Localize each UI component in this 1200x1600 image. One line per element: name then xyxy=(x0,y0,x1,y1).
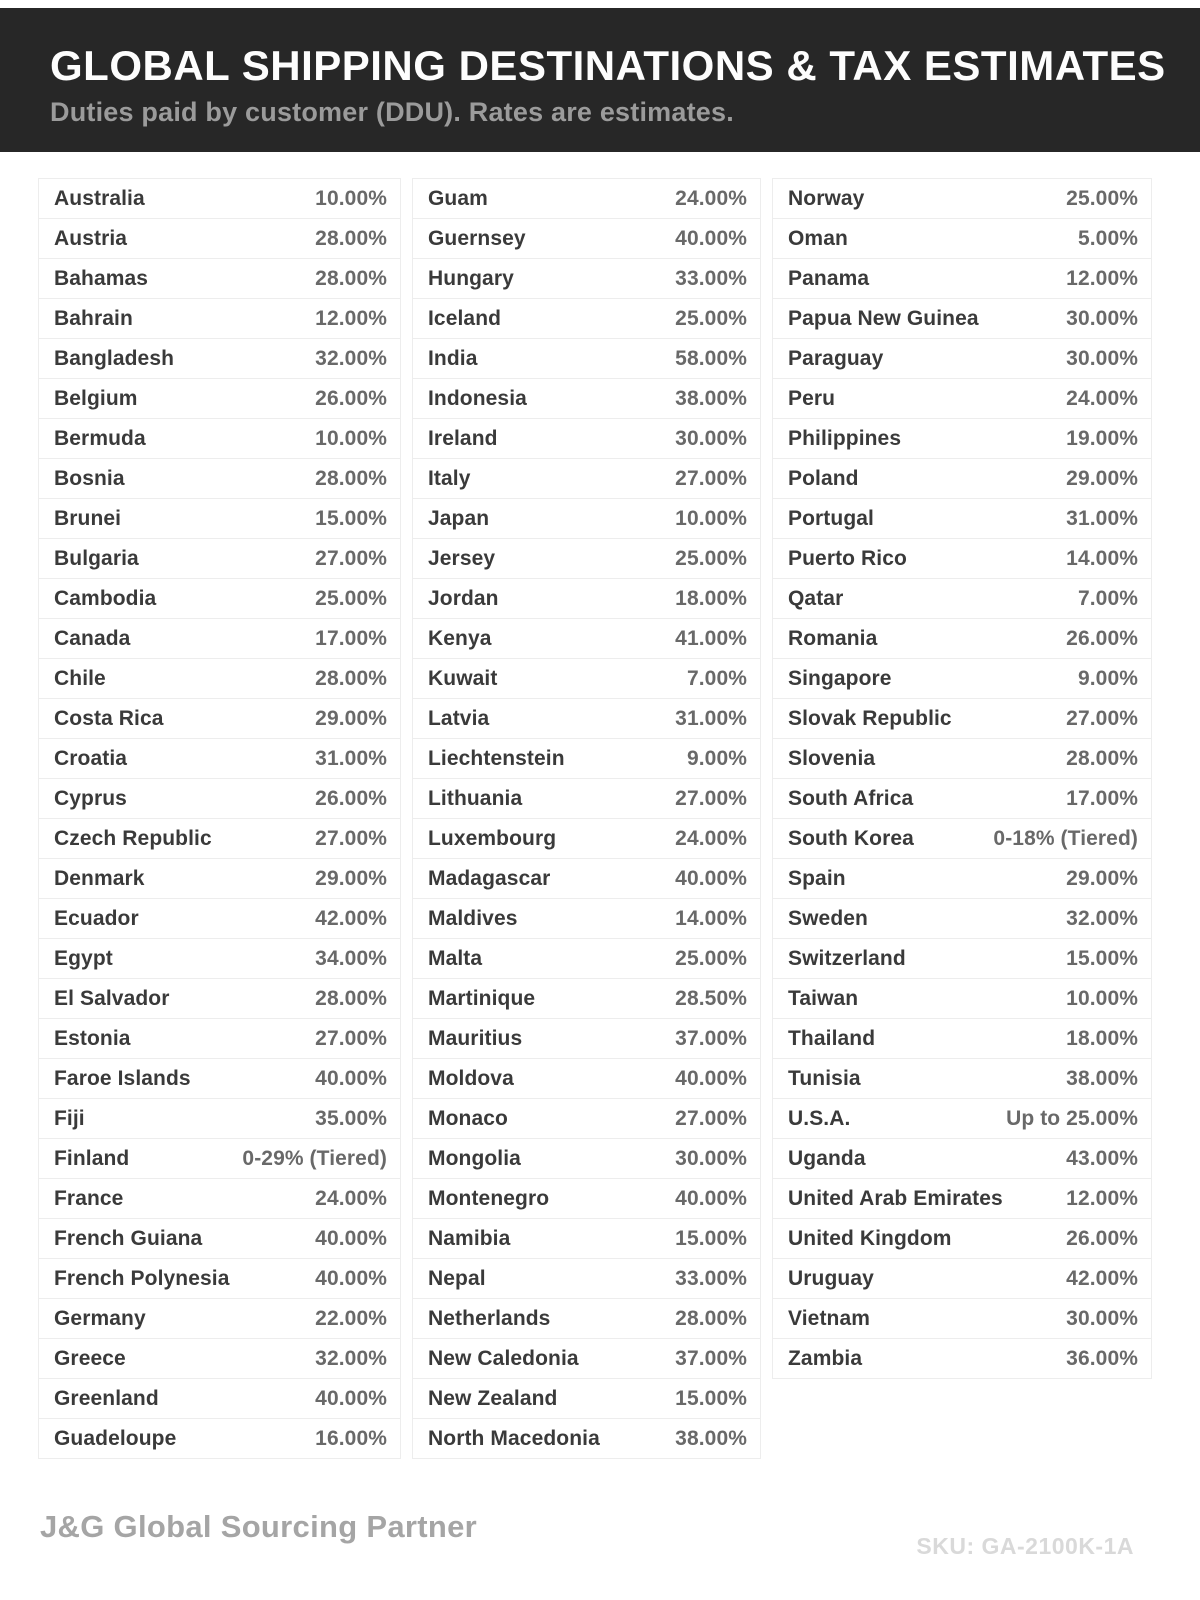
rate-value: 26.00% xyxy=(315,386,387,410)
rate-value: 30.00% xyxy=(675,426,747,450)
table-row xyxy=(413,179,760,219)
table-row xyxy=(413,1419,760,1459)
rate-value: 33.00% xyxy=(675,1266,747,1290)
table-row xyxy=(413,1099,760,1139)
table-row xyxy=(773,1339,1151,1379)
country-label: Latvia xyxy=(428,706,490,730)
table-row xyxy=(773,259,1151,299)
rate-value: 38.00% xyxy=(675,1426,747,1450)
country-label: Slovenia xyxy=(788,746,876,770)
rate-value: 10.00% xyxy=(315,186,387,210)
rate-value: 16.00% xyxy=(315,1426,387,1450)
rate-value: 40.00% xyxy=(675,226,747,250)
rate-value: 15.00% xyxy=(675,1386,747,1410)
country-label: Hungary xyxy=(428,266,514,290)
country-label: Thailand xyxy=(788,1026,876,1050)
country-label: El Salvador xyxy=(54,986,170,1010)
table-row xyxy=(773,899,1151,939)
country-label: Norway xyxy=(788,186,865,210)
table-row xyxy=(413,499,760,539)
table-row xyxy=(773,419,1151,459)
country-label: Cyprus xyxy=(54,786,127,810)
table-row xyxy=(39,1219,400,1259)
country-label: Bahrain xyxy=(54,306,133,330)
country-label: North Macedonia xyxy=(428,1426,600,1450)
rate-value: 15.00% xyxy=(1066,946,1138,970)
country-label: Bosnia xyxy=(54,466,125,490)
table-row xyxy=(39,819,400,859)
table-row xyxy=(773,739,1151,779)
table-row xyxy=(773,339,1151,379)
country-label: Japan xyxy=(428,506,490,530)
table-row xyxy=(773,779,1151,819)
table-row xyxy=(39,1299,400,1339)
table-row xyxy=(773,379,1151,419)
country-label: Indonesia xyxy=(428,386,527,410)
country-label: Canada xyxy=(54,626,131,650)
rate-value: 42.00% xyxy=(315,906,387,930)
rate-value: 28.00% xyxy=(315,466,387,490)
country-label: Croatia xyxy=(54,746,128,770)
table-row xyxy=(413,979,760,1019)
table-row xyxy=(773,1219,1151,1259)
table-row xyxy=(39,459,400,499)
rate-value: 40.00% xyxy=(315,1066,387,1090)
rate-value: 25.00% xyxy=(1066,186,1138,210)
rate-value: 27.00% xyxy=(315,546,387,570)
rate-value: 14.00% xyxy=(1066,546,1138,570)
rate-value: 40.00% xyxy=(675,866,747,890)
table-row xyxy=(39,659,400,699)
rate-value: 24.00% xyxy=(675,826,747,850)
table-row xyxy=(39,1419,400,1459)
rate-value: 38.00% xyxy=(1066,1066,1138,1090)
country-label: Moldova xyxy=(428,1066,514,1090)
rate-value: 25.00% xyxy=(675,306,747,330)
brand-label: J&G Global Sourcing Partner xyxy=(40,1509,478,1544)
country-label: Guadeloupe xyxy=(54,1426,177,1450)
country-label: Lithuania xyxy=(428,786,523,810)
rate-value: 27.00% xyxy=(675,466,747,490)
country-label: South Africa xyxy=(788,786,914,810)
rate-value: 40.00% xyxy=(315,1266,387,1290)
rate-value: 32.00% xyxy=(315,1346,387,1370)
table-row xyxy=(413,859,760,899)
table-row xyxy=(413,739,760,779)
rate-value: 34.00% xyxy=(315,946,387,970)
table-row xyxy=(413,1259,760,1299)
table-row xyxy=(773,179,1151,219)
rate-value: 18.00% xyxy=(1066,1026,1138,1050)
rate-value: 24.00% xyxy=(315,1186,387,1210)
rate-value: 27.00% xyxy=(1066,706,1138,730)
sku-label: SKU: GA-2100K-1A xyxy=(916,1533,1134,1559)
table-row xyxy=(39,739,400,779)
rate-value: 38.00% xyxy=(675,386,747,410)
rate-value: 12.00% xyxy=(315,306,387,330)
rate-value: 29.00% xyxy=(315,866,387,890)
table-row xyxy=(39,779,400,819)
table-row xyxy=(773,1099,1151,1139)
table-row xyxy=(39,899,400,939)
rate-value: 15.00% xyxy=(315,506,387,530)
rate-value: 28.50% xyxy=(675,986,747,1010)
country-label: Chile xyxy=(54,666,106,690)
table-row xyxy=(413,899,760,939)
table-row xyxy=(773,459,1151,499)
rate-value: 18.00% xyxy=(675,586,747,610)
rate-value: 28.00% xyxy=(1066,746,1138,770)
country-label: Martinique xyxy=(428,986,536,1010)
country-label: Germany xyxy=(54,1306,146,1330)
country-label: Qatar xyxy=(788,586,844,610)
country-label: Mauritius xyxy=(428,1026,523,1050)
country-label: Cambodia xyxy=(54,586,157,610)
rate-value: 10.00% xyxy=(675,506,747,530)
table-row xyxy=(413,539,760,579)
country-label: Nepal xyxy=(428,1266,486,1290)
country-label: Montenegro xyxy=(428,1186,550,1210)
rate-value: 40.00% xyxy=(675,1186,747,1210)
rate-value: 9.00% xyxy=(1077,666,1138,690)
table-row xyxy=(773,539,1151,579)
table-row xyxy=(39,619,400,659)
table-row xyxy=(39,379,400,419)
rate-value: 43.00% xyxy=(1066,1146,1138,1170)
country-label: Madagascar xyxy=(428,866,551,890)
table-row xyxy=(413,819,760,859)
rate-value: 19.00% xyxy=(1066,426,1138,450)
country-label: Jersey xyxy=(428,546,496,570)
table-row xyxy=(413,419,760,459)
rate-value: 27.00% xyxy=(675,1106,747,1130)
country-label: French Polynesia xyxy=(54,1266,230,1290)
rate-value: 41.00% xyxy=(675,626,747,650)
rate-value: 12.00% xyxy=(1066,1186,1138,1210)
country-label: Kenya xyxy=(428,626,492,650)
country-label: Namibia xyxy=(428,1226,511,1250)
country-label: Fiji xyxy=(54,1106,85,1130)
table-row xyxy=(413,699,760,739)
rate-value: 30.00% xyxy=(1066,1306,1138,1330)
country-label: New Zealand xyxy=(428,1386,558,1410)
table-row xyxy=(773,1139,1151,1179)
table-row xyxy=(413,1299,760,1339)
table-row xyxy=(413,299,760,339)
table-row xyxy=(773,819,1151,859)
country-label: Bangladesh xyxy=(54,346,175,370)
table-column-2 xyxy=(412,178,761,1459)
rate-value: 40.00% xyxy=(315,1226,387,1250)
table-row xyxy=(39,219,400,259)
country-label: Vietnam xyxy=(788,1306,871,1330)
country-label: Greenland xyxy=(54,1386,159,1410)
country-label: Poland xyxy=(788,466,859,490)
country-label: Puerto Rico xyxy=(788,546,907,570)
table-row xyxy=(413,1219,760,1259)
rate-value: 28.00% xyxy=(675,1306,747,1330)
rate-value: 36.00% xyxy=(1066,1346,1138,1370)
table-row xyxy=(39,299,400,339)
rate-value: 31.00% xyxy=(1066,506,1138,530)
table-row xyxy=(39,939,400,979)
table-row xyxy=(773,1259,1151,1299)
table-row xyxy=(39,1059,400,1099)
table-row xyxy=(39,179,400,219)
page-title: GLOBAL SHIPPING DESTINATIONS & TAX ESTIMATES xyxy=(50,42,1166,89)
rate-value: 24.00% xyxy=(1066,386,1138,410)
rate-value: 30.00% xyxy=(1066,346,1138,370)
table-row xyxy=(413,659,760,699)
country-label: Taiwan xyxy=(788,986,859,1010)
rate-value: 30.00% xyxy=(1066,306,1138,330)
country-label: United Kingdom xyxy=(788,1226,952,1250)
table-row xyxy=(413,1139,760,1179)
table-row xyxy=(39,1139,400,1179)
table-row xyxy=(39,499,400,539)
country-label: Romania xyxy=(788,626,878,650)
country-label: Malta xyxy=(428,946,483,970)
table-row xyxy=(39,339,400,379)
rate-value: 25.00% xyxy=(675,946,747,970)
table-row xyxy=(39,699,400,739)
country-label: French Guiana xyxy=(54,1226,203,1250)
country-label: Belgium xyxy=(54,386,138,410)
country-label: Finland xyxy=(54,1146,130,1170)
rate-value: 5.00% xyxy=(1077,226,1138,250)
rate-value: 33.00% xyxy=(675,266,747,290)
country-label: Portugal xyxy=(788,506,874,530)
country-label: Sweden xyxy=(788,906,868,930)
country-label: Austria xyxy=(54,226,128,250)
table-row xyxy=(413,259,760,299)
country-label: Bulgaria xyxy=(54,546,139,570)
rate-value: 17.00% xyxy=(315,626,387,650)
country-label: U.S.A. xyxy=(788,1106,851,1130)
rate-value: 27.00% xyxy=(315,1026,387,1050)
rate-value: 7.00% xyxy=(1077,586,1138,610)
country-label: Singapore xyxy=(788,666,892,690)
rate-value: 40.00% xyxy=(315,1386,387,1410)
rate-value: 22.00% xyxy=(315,1306,387,1330)
country-label: Tunisia xyxy=(788,1066,861,1090)
table-row xyxy=(39,1179,400,1219)
rate-value: 26.00% xyxy=(1066,626,1138,650)
country-label: South Korea xyxy=(788,826,914,850)
rate-value: 32.00% xyxy=(1066,906,1138,930)
country-label: Peru xyxy=(788,386,836,410)
rate-value: 24.00% xyxy=(675,186,747,210)
rate-value: 7.00% xyxy=(686,666,747,690)
table-row xyxy=(773,1299,1151,1339)
country-label: Czech Republic xyxy=(54,826,212,850)
country-label: Panama xyxy=(788,266,870,290)
country-label: France xyxy=(54,1186,124,1210)
table-row xyxy=(413,339,760,379)
country-label: Denmark xyxy=(54,866,145,890)
country-label: Greece xyxy=(54,1346,126,1370)
table-row xyxy=(413,219,760,259)
rate-value: 17.00% xyxy=(1066,786,1138,810)
table-row xyxy=(413,579,760,619)
country-label: Mongolia xyxy=(428,1146,521,1170)
rate-value: 10.00% xyxy=(315,426,387,450)
rate-value: 14.00% xyxy=(675,906,747,930)
rate-value: 0-18% (Tiered) xyxy=(993,826,1138,850)
table-row xyxy=(773,1179,1151,1219)
rate-value: 28.00% xyxy=(315,226,387,250)
table-row xyxy=(413,779,760,819)
table-row xyxy=(39,579,400,619)
table-row xyxy=(773,619,1151,659)
rate-value: 0-29% (Tiered) xyxy=(242,1146,387,1170)
country-label: Jordan xyxy=(428,586,499,610)
country-label: Bahamas xyxy=(54,266,149,290)
country-label: New Caledonia xyxy=(428,1346,579,1370)
table-row xyxy=(773,979,1151,1019)
table-row xyxy=(773,299,1151,339)
rate-value: 35.00% xyxy=(315,1106,387,1130)
table-row xyxy=(413,1179,760,1219)
rate-value: 42.00% xyxy=(1066,1266,1138,1290)
rate-value: 10.00% xyxy=(1066,986,1138,1010)
rate-value: 28.00% xyxy=(315,986,387,1010)
rate-value: 9.00% xyxy=(686,746,747,770)
country-label: Uganda xyxy=(788,1146,866,1170)
country-label: Costa Rica xyxy=(54,706,164,730)
table-row xyxy=(773,659,1151,699)
table-row xyxy=(39,259,400,299)
country-label: Uruguay xyxy=(788,1266,874,1290)
rate-value: 26.00% xyxy=(315,786,387,810)
rate-value: 27.00% xyxy=(315,826,387,850)
country-label: Ireland xyxy=(428,426,498,450)
country-label: Bermuda xyxy=(54,426,146,450)
country-label: Kuwait xyxy=(428,666,498,690)
table-row xyxy=(39,1259,400,1299)
rate-value: 30.00% xyxy=(675,1146,747,1170)
rate-value: 28.00% xyxy=(315,666,387,690)
rate-value: 15.00% xyxy=(675,1226,747,1250)
rate-value: 26.00% xyxy=(1066,1226,1138,1250)
country-label: Italy xyxy=(428,466,471,490)
table-row xyxy=(773,699,1151,739)
table-row xyxy=(413,1019,760,1059)
table-row xyxy=(773,1059,1151,1099)
rate-value: 58.00% xyxy=(675,346,747,370)
table-row xyxy=(39,1099,400,1139)
rate-value: 28.00% xyxy=(315,266,387,290)
rate-value: 31.00% xyxy=(315,746,387,770)
rate-value: 32.00% xyxy=(315,346,387,370)
table-column-3 xyxy=(772,178,1152,1379)
table-row xyxy=(773,579,1151,619)
table-column-1 xyxy=(38,178,401,1459)
rate-value: Up to 25.00% xyxy=(1006,1106,1138,1130)
country-label: Philippines xyxy=(788,426,902,450)
country-label: Netherlands xyxy=(428,1306,551,1330)
table-row xyxy=(413,1379,760,1419)
rate-value: 12.00% xyxy=(1066,266,1138,290)
rate-value: 25.00% xyxy=(675,546,747,570)
country-label: Iceland xyxy=(428,306,502,330)
rates-table xyxy=(38,178,1152,1459)
country-label: United Arab Emirates xyxy=(788,1186,1003,1210)
rate-value: 37.00% xyxy=(675,1026,747,1050)
country-label: Zambia xyxy=(788,1346,863,1370)
country-label: Monaco xyxy=(428,1106,508,1130)
table-row xyxy=(773,499,1151,539)
rate-value: 29.00% xyxy=(315,706,387,730)
country-label: Brunei xyxy=(54,506,122,530)
table-row xyxy=(39,1339,400,1379)
rate-value: 27.00% xyxy=(675,786,747,810)
table-row xyxy=(773,859,1151,899)
country-label: Papua New Guinea xyxy=(788,306,979,330)
table-row xyxy=(773,939,1151,979)
header-banner xyxy=(0,8,1200,152)
country-label: Faroe Islands xyxy=(54,1066,191,1090)
rate-value: 29.00% xyxy=(1066,466,1138,490)
table-row xyxy=(773,219,1151,259)
table-row xyxy=(39,419,400,459)
table-row xyxy=(413,619,760,659)
table-row xyxy=(39,1379,400,1419)
table-row xyxy=(413,459,760,499)
country-label: Maldives xyxy=(428,906,518,930)
country-label: Ecuador xyxy=(54,906,139,930)
table-row xyxy=(413,1339,760,1379)
table-row xyxy=(413,939,760,979)
table-row xyxy=(413,1059,760,1099)
table-row xyxy=(39,1019,400,1059)
country-label: Spain xyxy=(788,866,846,890)
country-label: Paraguay xyxy=(788,346,884,370)
table-row xyxy=(39,539,400,579)
rate-value: 40.00% xyxy=(675,1066,747,1090)
rate-value: 37.00% xyxy=(675,1346,747,1370)
country-label: Luxembourg xyxy=(428,826,557,850)
country-label: Slovak Republic xyxy=(788,706,952,730)
table-row xyxy=(773,1019,1151,1059)
country-label: Switzerland xyxy=(788,946,906,970)
country-label: Oman xyxy=(788,226,848,250)
rate-value: 25.00% xyxy=(315,586,387,610)
country-label: Liechtenstein xyxy=(428,746,565,770)
country-label: Australia xyxy=(54,186,145,210)
table-row xyxy=(413,379,760,419)
rate-value: 31.00% xyxy=(675,706,747,730)
country-label: Guam xyxy=(428,186,488,210)
table-row xyxy=(39,979,400,1019)
table-row xyxy=(39,859,400,899)
rate-value: 29.00% xyxy=(1066,866,1138,890)
country-label: India xyxy=(428,346,478,370)
page-subtitle: Duties paid by customer (DDU). Rates are estimates. xyxy=(50,97,734,128)
country-label: Guernsey xyxy=(428,226,526,250)
country-label: Estonia xyxy=(54,1026,131,1050)
country-label: Egypt xyxy=(54,946,113,970)
